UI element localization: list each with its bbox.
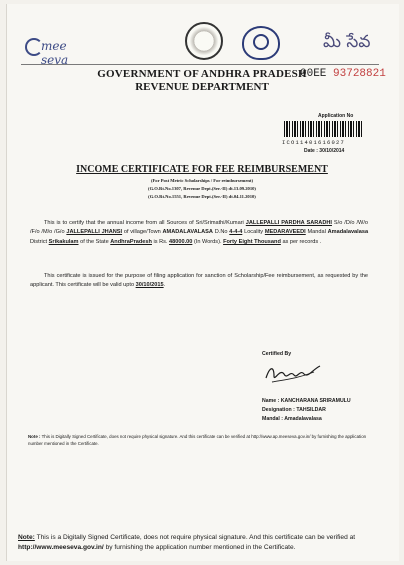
serial-digits: 93728821 [333, 68, 386, 80]
meeseva-logo [25, 36, 95, 67]
application-number-label: Application No [318, 113, 354, 119]
date-value: 30/10/2014 [319, 148, 345, 154]
barcode [284, 121, 362, 137]
name-value: KANCHARANA SRIRAMULU [280, 398, 351, 404]
validity-paragraph: This certificate is issued for the purpose of filing application for sanction of Scholarship/Fee reimbursement, as requested by the applicant. This certificate will be valid upto 30/10/2015. [30, 273, 368, 289]
village-label: of village/Town [123, 229, 161, 236]
application-date [304, 148, 344, 154]
income-words: Forty Eight Thousand [223, 238, 281, 245]
footer-note [18, 533, 388, 552]
designation-label: Designation : [262, 407, 295, 413]
small-note [28, 434, 368, 447]
designation-value: TAHSILDAR [296, 407, 326, 413]
district-label: District [30, 238, 48, 245]
valid-upto-date: 30/10/2015 [135, 282, 164, 289]
signatory-mandal [262, 416, 322, 422]
income-amount: 48000.00 [169, 238, 193, 245]
certified-by-label: Certified By [262, 351, 292, 357]
signature-image [262, 360, 324, 386]
meeseva-logo-text: mee seva [41, 39, 69, 67]
mandal: Amadalavalasa [327, 229, 369, 236]
government-seal-icon [185, 22, 223, 60]
applicant-name: JALLEPALLI PARDHA SARADHI [245, 220, 332, 226]
state-emblem-icon [242, 26, 280, 60]
footer-note-text-1: This is a Digitally Signed Certificate, does not require physical signature. And this certificate can be verified at [36, 534, 356, 541]
state: AndhraPradesh [110, 238, 152, 245]
telugu-logo-text: మీ సేవ [323, 32, 371, 52]
government-title: GOVERNMENT OF ANDHRA PRADESH [97, 68, 307, 80]
guardian-name: JALLEPALLI JHANSI [66, 229, 123, 236]
small-note-prefix: Note : [28, 434, 41, 439]
go-reference-1: (G.O.Rt.No.1307, Revenue Dept.(Ser.-II) dt.13.09.2010) [148, 186, 256, 191]
certificate-purpose: (For Post Metric Scholarships / For reimbursement) [150, 178, 254, 183]
footer-note-prefix: Note: [18, 534, 35, 541]
locality-label: Locality [244, 229, 264, 236]
serial-number [300, 68, 386, 80]
go-reference-2: (G.O.Rt.No.1551, Revenue Dept.(Ser.-II) dt.04.11.2010) [148, 194, 256, 199]
village: AMADALAVALASA [162, 229, 213, 236]
header-divider [21, 64, 379, 65]
signatory-name [262, 398, 351, 404]
validity-text: This certificate is issued for the purpose of filing application for sanction of Scholarship/Fee reimbursement, as requested by the applicant. This certificate will be valid upto [30, 273, 368, 289]
serial-prefix: 00EE [300, 68, 327, 80]
door-no: 4-4-4 [229, 229, 243, 236]
relation-text: S/o /D/o /W/o /F/o /M/o /G/o [30, 220, 368, 236]
signatory-mandal-value: Amadalavalasa [284, 416, 322, 422]
door-no-label: D.No [214, 229, 228, 236]
certificate-title: INCOME CERTIFICATE FOR FEE REIMBURSEMENT [76, 164, 328, 175]
state-label: of the State [80, 238, 109, 245]
date-label: Date : [304, 148, 318, 154]
in-words-label: (In Words). [193, 238, 222, 245]
signatory-designation [262, 407, 326, 413]
income-label: is Rs. [153, 238, 168, 245]
mandal-label: Mandal [307, 229, 326, 236]
footer-note-text-2: by furnishing the application number mentioned in the Certificate. [105, 543, 296, 551]
small-note-text: This is Digitally Signed Certificate, does not require physical signature. And this certificate can be verified at http://www.ap.meeseva.gov.in/ by furnishing the application number mentioned in the Certificate. [28, 434, 367, 446]
footer-note-url[interactable]: http://www.meeseva.gov.in/ [18, 543, 104, 551]
application-number: ICO11401616027 [282, 139, 346, 146]
as-per-records: as per records . [282, 238, 322, 245]
locality: MEDARAVEEDI [264, 229, 306, 236]
intro-text: This is to certify that the annual income from all Sources of Sri/Srimathi/Kumari [44, 220, 244, 226]
name-label: Name : [262, 398, 280, 404]
district: Srikakulam [48, 238, 79, 245]
income-paragraph [30, 219, 368, 247]
signatory-mandal-label: Mandal : [262, 416, 284, 422]
department-title: REVENUE DEPARTMENT [135, 81, 269, 93]
